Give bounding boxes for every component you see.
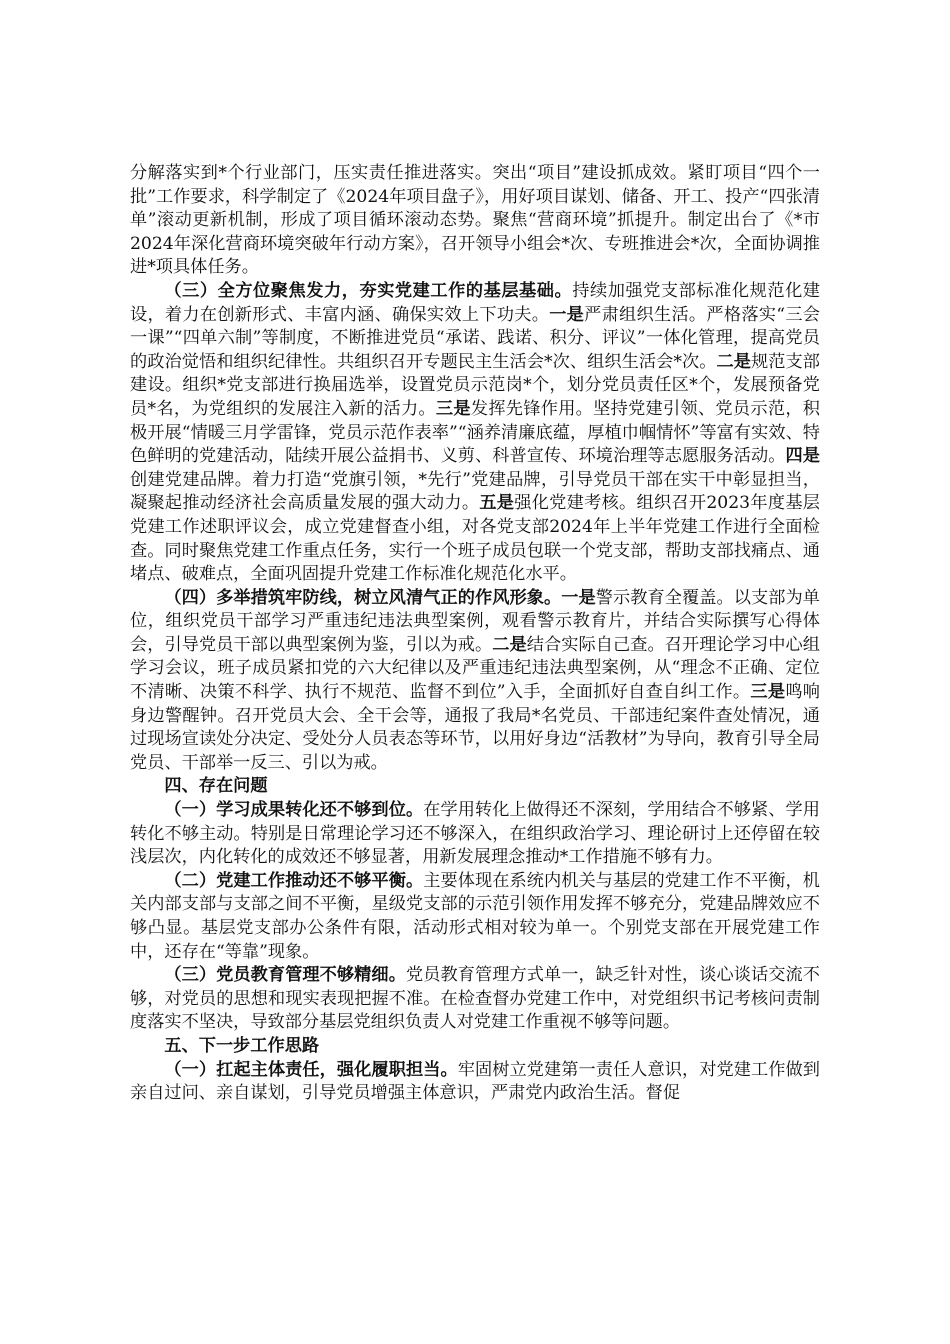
text-segment: 分解落实到*个行业部门，压实责任推进落实。突出“项目”建设抓成效。紧盯项目“四个一批”工作要求，科学制定了《2024年项目盘子》，用好项目谋划、储备、开工、投产“四张清单”滚动更新机制，形成了项目循环滚动态势。聚焦“营商环境”抓提升。制定出台了《*市2024年深化营商环境突破年行动方案》，召开领导小组会*次、专班推进会*次，全面协调推进*项具体任务。 (130, 163, 820, 278)
paragraph-section-3 (130, 280, 820, 587)
section-heading-next-steps (130, 1035, 820, 1059)
heading-text: 五、下一步工作思路 (164, 1035, 320, 1056)
text-segment: 规范支部建设。组织*党支部进行换届选举，设置党员示范岗*个，划分党员责任区*个，发展预备党员*名，为党组织的发展注入新的活力。 (130, 351, 820, 419)
text-segment: 创建党建品牌。着力打造“党旗引领，*先行”党建品牌，引导党员干部在实干中彰显担当，凝聚起推动经济社会高质量发展的强大动力。 (130, 469, 820, 514)
issue-title-1: （一）学习成果转化还不够到位。 (164, 800, 424, 821)
section-heading-problems (130, 775, 820, 799)
text-segment: 强化党建考核。组织召开2023年度基层党建工作述职评议会，成立党建督查小组，对各党支部2024年上半年党建工作进行全面检查。同时聚焦党建工作重点任务，实行一个班子成员包联一个党支部，帮助支部找痛点、通堵点、破难点，全面巩固提升党建工作标准化规范化水平。 (130, 493, 820, 585)
issue-title-3: （三）党员教育管理不够精细。 (164, 965, 406, 986)
text-segment: 在学用转化上做得还不深刻，学用结合不够紧、学用转化不够主动。特别是日常理论学习还不够深入，在组织政治学习、理论研讨上还停留在较浅层次，内化转化的成效还不够显著，用新发展理念推动*工作措施不够有力。 (130, 800, 820, 868)
text-segment: 警示教育全覆盖。以支部为单位，组织党员干部学习严重违纪违法典型案例，观看警示教育片，并结合实际撰写心得体会，引导党员干部以典型案例为鉴，引以为戒。 (130, 587, 820, 655)
text-segment: 结合实际自己查。召开理论学习中心组学习会议，班子成员紧扣党的六大纪律以及严重违纪违法典型案例，从“理念不正确、定位不清晰、决策不科学、执行不规范、监督不到位”入手，全面抓好自查自纠工作。 (130, 634, 820, 703)
text-segment: 牢固树立党建第一责任人意识，对党建工作做到亲自过问、亲自谋划，引导党员增强主体意识，严肃党内政治生活。督促 (130, 1059, 820, 1104)
text-segment: 持续加强党支部标准化规范化建设，着力在创新形式、丰富内涵、确保实效上下功夫。 (130, 280, 820, 325)
item-marker: 三是 (750, 682, 786, 703)
document-page (130, 162, 820, 1106)
paragraph-continued (130, 162, 820, 280)
item-marker: 一是 (549, 304, 585, 325)
paragraph-issue-2 (130, 870, 820, 964)
heading-text: 四、存在问题 (164, 776, 268, 797)
next-step-title-1: （一）扛起主体责任，强化履职担当。 (164, 1059, 458, 1080)
text-segment: 党员教育管理方式单一，缺乏针对性，谈心谈话交流不够，对党员的思想和现实表现把握不准。在检查督办党建工作中，对党组织书记考核问责制度落实不坚决，导致部分基层党组织负责人对党建工作重视不够等问题。 (130, 965, 820, 1033)
item-marker: 二是 (492, 634, 527, 655)
paragraph-issue-1 (130, 799, 820, 870)
issue-title-2: （二）党建工作推动还不够平衡。 (164, 870, 424, 891)
item-marker: 五是 (479, 493, 515, 514)
paragraph-issue-3 (130, 964, 820, 1035)
item-marker: 二是 (716, 351, 752, 372)
item-marker: 三是 (435, 398, 471, 419)
text-segment: 发挥先锋作用。坚持党建引领、党员示范，积极开展“情暖三月学雷锋，党员示范作表率”“涵养清廉底蕴，厚植巾帼情怀”等富有实效、特色鲜明的党建活动，陆续开展公益捐书、义剪、科普宣传、环境治理等志愿服务活动。 (130, 398, 820, 467)
item-marker: 一是 (561, 587, 596, 608)
paragraph-next-1 (130, 1059, 820, 1106)
text-segment: 主要体现在系统内机关与基层的党建工作不平衡，机关内部支部与支部之间不平衡，星级党支部的示范引领作用发挥不够充分，党建品牌效应不够凸显。基层党支部办公条件有限，活动形式相对较为单一。个别党支部在开展党建工作中，还存在“等靠”现象。 (130, 870, 820, 962)
subheading-3: （三）全方位聚焦发力，夯实党建工作的基层基础。 (164, 280, 573, 301)
text-segment: 严肃组织生活。严格落实“三会一课”“四单六制”等制度，不断推进党员“承诺、践诺、积分、评议”一体化管理，提高党员的政治觉悟和组织纪律性。共组织召开专题民主生活会*次、组织生活会*次。 (130, 304, 820, 372)
text-segment: 鸣响身边警醒钟。召开党员大会、全干会等，通报了我局*名党员、干部违纪案件查处情况，通过现场宣读处分决定、受处分人员表态等环节，以用好身边“活教材”为导向，教育引导全局党员、干部举一反三、引以为戒。 (130, 682, 820, 773)
item-marker: 四是 (785, 446, 820, 467)
subheading-4: （四）多举措筑牢防线，树立风清气正的作风形象。 (164, 587, 562, 608)
paragraph-section-4 (130, 587, 820, 776)
